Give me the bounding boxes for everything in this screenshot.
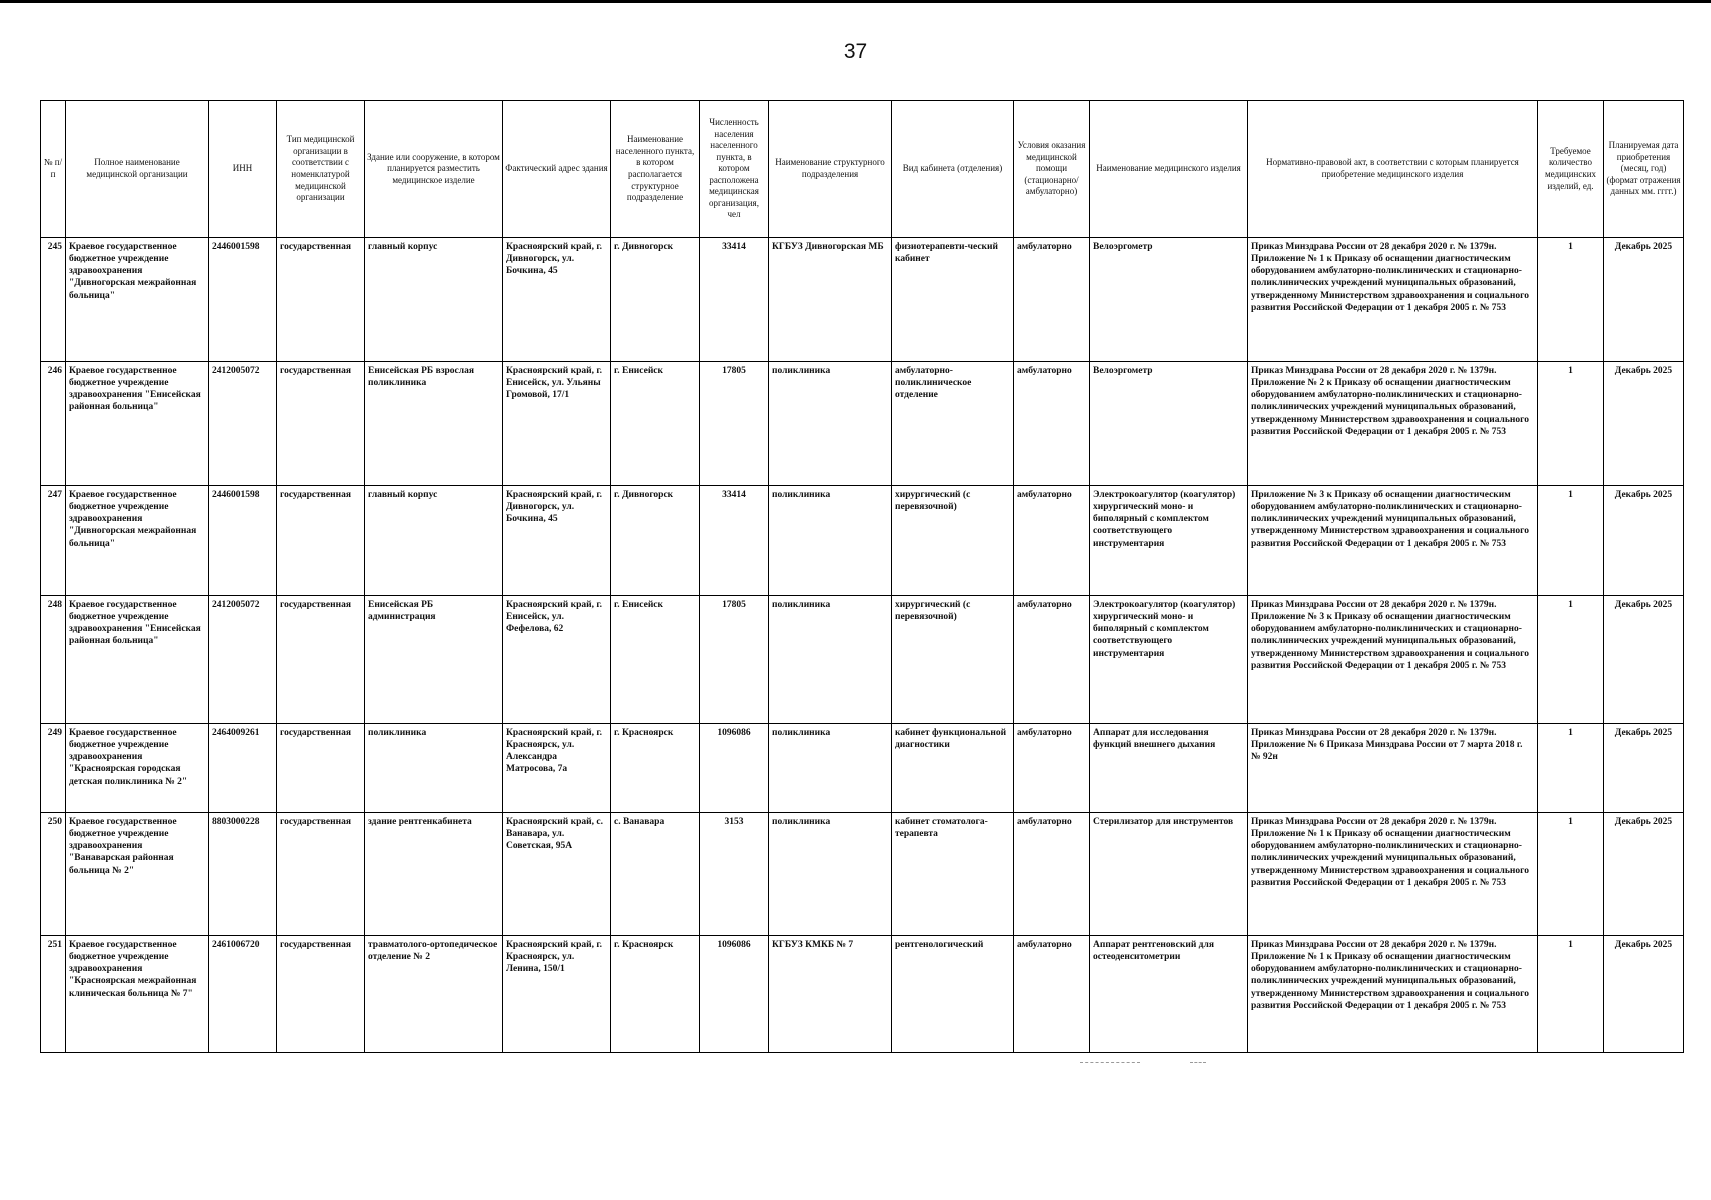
cell-address: Красноярский край, г. Дивногорск, ул. Бочкина, 45 bbox=[503, 486, 611, 596]
cell-num: 251 bbox=[41, 936, 66, 1053]
cell-num: 250 bbox=[41, 813, 66, 936]
cell-room: амбулаторно-поликлиническое отделение bbox=[892, 362, 1014, 486]
header-address: Фактический адрес здания bbox=[503, 101, 611, 238]
cell-num: 247 bbox=[41, 486, 66, 596]
table-row bbox=[41, 362, 1684, 486]
cell-inn: 2446001598 bbox=[209, 486, 277, 596]
cell-act: Приказ Минздрава России от 28 декабря 2020 г. № 1379н. Приложение № 2 к Приказу об оснащении диагностическим оборудованием амбулаторно-поликлинических и стационарно-поликлинических учреждений муниципальных образований, утвержденному Министерством здравоохранения и социального развития Российской Федерации от 1 декабря 2005 г. № 753 bbox=[1248, 362, 1538, 486]
cell-building: главный корпус bbox=[365, 238, 503, 362]
table-row bbox=[41, 596, 1684, 724]
cell-population: 33414 bbox=[700, 238, 769, 362]
cell-room: хирургический (с перевязочной) bbox=[892, 486, 1014, 596]
equipment-registry-table bbox=[40, 100, 1684, 1053]
cell-room: кабинет стоматолога-терапевта bbox=[892, 813, 1014, 936]
cell-org: Краевое государственное бюджетное учреждение здравоохранения "Ванаварская районная больница № 2" bbox=[66, 813, 209, 936]
cell-qty: 1 bbox=[1538, 486, 1604, 596]
header-building: Здание или сооружение, в котором планируется разместить медицинское изделие bbox=[365, 101, 503, 238]
cell-type: государственная bbox=[277, 813, 365, 936]
header-room: Вид кабинета (отделения) bbox=[892, 101, 1014, 238]
header-num: № п/п bbox=[41, 101, 66, 238]
cell-inn: 2461006720 bbox=[209, 936, 277, 1053]
table-row bbox=[41, 724, 1684, 813]
cell-population: 3153 bbox=[700, 813, 769, 936]
cell-date: Декабрь 2025 bbox=[1604, 724, 1684, 813]
cell-date: Декабрь 2025 bbox=[1604, 813, 1684, 936]
cell-inn: 2446001598 bbox=[209, 238, 277, 362]
top-border-line bbox=[0, 0, 1711, 3]
cell-population: 17805 bbox=[700, 362, 769, 486]
cell-org: Краевое государственное бюджетное учреждение здравоохранения "Красноярская городская детская поликлиника № 2" bbox=[66, 724, 209, 813]
cell-type: государственная bbox=[277, 486, 365, 596]
cell-date: Декабрь 2025 bbox=[1604, 596, 1684, 724]
cell-address: Красноярский край, г. Красноярск, ул. Александра Матросова, 7а bbox=[503, 724, 611, 813]
cell-date: Декабрь 2025 bbox=[1604, 486, 1684, 596]
cell-conditions: амбулаторно bbox=[1014, 486, 1090, 596]
cell-population: 33414 bbox=[700, 486, 769, 596]
cell-conditions: амбулаторно bbox=[1014, 813, 1090, 936]
header-inn: ИНН bbox=[209, 101, 277, 238]
header-device: Наименование медицинского изделия bbox=[1090, 101, 1248, 238]
cell-act: Приказ Минздрава России от 28 декабря 2020 г. № 1379н. Приложение № 3 к Приказу об оснащении диагностическим оборудованием амбулаторно-поликлинических и стационарно-поликлинических учреждений муниципальных образований, утвержденному Министерством здравоохранения и социального развития Российской Федерации от 1 декабря 2005 г. № 753 bbox=[1248, 596, 1538, 724]
cell-device: Аппарат для исследования функций внешнего дыхания bbox=[1090, 724, 1248, 813]
cell-address: Красноярский край, г. Дивногорск, ул. Бочкина, 45 bbox=[503, 238, 611, 362]
cell-unit: поликлиника bbox=[769, 596, 892, 724]
cell-qty: 1 bbox=[1538, 362, 1604, 486]
header-org: Полное наименование медицинской организации bbox=[66, 101, 209, 238]
cell-inn: 8803000228 bbox=[209, 813, 277, 936]
cell-org: Краевое государственное бюджетное учреждение здравоохранения "Красноярская межрайонная клиническая больница № 7" bbox=[66, 936, 209, 1053]
cell-address: Красноярский край, г. Енисейск, ул. Фефелова, 62 bbox=[503, 596, 611, 724]
cell-room: рентгенологический bbox=[892, 936, 1014, 1053]
cell-building: Енисейская РБ администрация bbox=[365, 596, 503, 724]
cell-qty: 1 bbox=[1538, 936, 1604, 1053]
cell-type: государственная bbox=[277, 596, 365, 724]
cell-building: травматолого-ортопедическое отделение № 2 bbox=[365, 936, 503, 1053]
cell-org: Краевое государственное бюджетное учреждение здравоохранения "Дивногорская межрайонная больница" bbox=[66, 238, 209, 362]
cell-unit: поликлиника bbox=[769, 486, 892, 596]
cell-unit: КГБУЗ Дивногорская МБ bbox=[769, 238, 892, 362]
header-conditions: Условия оказания медицинской помощи (стационарно/амбулаторно) bbox=[1014, 101, 1090, 238]
cell-locality: с. Ванавара bbox=[611, 813, 700, 936]
cell-device: Аппарат рентгеновский для остеоденситометрии bbox=[1090, 936, 1248, 1053]
cell-conditions: амбулаторно bbox=[1014, 724, 1090, 813]
header-qty: Требуемое количество медицинских изделий, ед. bbox=[1538, 101, 1604, 238]
cell-locality: г. Дивногорск bbox=[611, 238, 700, 362]
cell-unit: КГБУЗ КМКБ № 7 bbox=[769, 936, 892, 1053]
cell-building: поликлиника bbox=[365, 724, 503, 813]
cell-unit: поликлиника bbox=[769, 724, 892, 813]
scan-artifact-line bbox=[1080, 1062, 1140, 1064]
cell-unit: поликлиника bbox=[769, 362, 892, 486]
cell-inn: 2464009261 bbox=[209, 724, 277, 813]
cell-building: Енисейская РБ взрослая поликлиника bbox=[365, 362, 503, 486]
cell-conditions: амбулаторно bbox=[1014, 362, 1090, 486]
cell-act: Приказ Минздрава России от 28 декабря 2020 г. № 1379н. Приложение № 6 Приказа Минздрава России от 7 марта 2018 г. № 92н bbox=[1248, 724, 1538, 813]
cell-locality: г. Енисейск bbox=[611, 596, 700, 724]
cell-act: Приказ Минздрава России от 28 декабря 2020 г. № 1379н. Приложение № 1 к Приказу об оснащении диагностическим оборудованием амбулаторно-поликлинических и стационарно-поликлинических учреждений муниципальных образований, утвержденному Министерством здравоохранения и социального развития Российской Федерации от 1 декабря 2005 г. № 753 bbox=[1248, 813, 1538, 936]
cell-device: Электрокоагулятор (коагулятор) хирургический моно- и биполярный с комплектом соответствующего инструментария bbox=[1090, 486, 1248, 596]
header-type: Тип медицинской организации в соответствии с номенклатурой медицинской организации bbox=[277, 101, 365, 238]
cell-population: 1096086 bbox=[700, 724, 769, 813]
cell-room: хирургический (с перевязочной) bbox=[892, 596, 1014, 724]
cell-locality: г. Красноярск bbox=[611, 936, 700, 1053]
table-row bbox=[41, 238, 1684, 362]
cell-qty: 1 bbox=[1538, 813, 1604, 936]
cell-type: государственная bbox=[277, 238, 365, 362]
cell-address: Красноярский край, г. Енисейск, ул. Ульяны Громовой, 17/1 bbox=[503, 362, 611, 486]
cell-unit: поликлиника bbox=[769, 813, 892, 936]
cell-inn: 2412005072 bbox=[209, 596, 277, 724]
cell-device: Электрокоагулятор (коагулятор) хирургический моно- и биполярный с комплектом соответствующего инструментария bbox=[1090, 596, 1248, 724]
cell-num: 249 bbox=[41, 724, 66, 813]
cell-num: 248 bbox=[41, 596, 66, 724]
cell-date: Декабрь 2025 bbox=[1604, 936, 1684, 1053]
cell-act: Приложение № 3 к Приказу об оснащении диагностическим оборудованием амбулаторно-поликлинических и стационарно-поликлинических учреждений муниципальных образований, утвержденному Министерством здравоохранения и социального развития Российской Федерации от 1 декабря 2005 г. № 753 bbox=[1248, 486, 1538, 596]
cell-conditions: амбулаторно bbox=[1014, 238, 1090, 362]
cell-date: Декабрь 2025 bbox=[1604, 238, 1684, 362]
cell-act: Приказ Минздрава России от 28 декабря 2020 г. № 1379н. Приложение № 1 к Приказу об оснащении диагностическим оборудованием амбулаторно-поликлинических и стационарно-поликлинических учреждений муниципальных образований, утвержденному Министерством здравоохранения и социального развития Российской Федерации от 1 декабря 2005 г. № 753 bbox=[1248, 238, 1538, 362]
header-date: Планируемая дата приобретения (месяц, год) (формат отражения данных мм. гггг.) bbox=[1604, 101, 1684, 238]
cell-type: государственная bbox=[277, 936, 365, 1053]
cell-num: 246 bbox=[41, 362, 66, 486]
scan-artifact-line bbox=[1190, 1062, 1206, 1064]
cell-type: государственная bbox=[277, 724, 365, 813]
header-locality: Наименование населенного пункта, в котором располагается структурное подразделение bbox=[611, 101, 700, 238]
table-row bbox=[41, 486, 1684, 596]
cell-num: 245 bbox=[41, 238, 66, 362]
cell-conditions: амбулаторно bbox=[1014, 936, 1090, 1053]
table-row bbox=[41, 936, 1684, 1053]
cell-type: государственная bbox=[277, 362, 365, 486]
page-number: 37 bbox=[843, 40, 868, 63]
cell-qty: 1 bbox=[1538, 724, 1604, 813]
cell-inn: 2412005072 bbox=[209, 362, 277, 486]
cell-act: Приказ Минздрава России от 28 декабря 2020 г. № 1379н. Приложение № 1 к Приказу об оснащении диагностическим оборудованием амбулаторно-поликлинических и стационарно-поликлинических учреждений муниципальных образований, утвержденному Министерством здравоохранения и социального развития Российской Федерации от 1 декабря 2005 г. № 753 bbox=[1248, 936, 1538, 1053]
cell-device: Велоэргометр bbox=[1090, 362, 1248, 486]
cell-building: здание рентгенкабинета bbox=[365, 813, 503, 936]
cell-org: Краевое государственное бюджетное учреждение здравоохранения "Дивногорская межрайонная больница" bbox=[66, 486, 209, 596]
cell-room: физиотерапевти-ческий кабинет bbox=[892, 238, 1014, 362]
cell-population: 17805 bbox=[700, 596, 769, 724]
cell-room: кабинет функциональной диагностики bbox=[892, 724, 1014, 813]
header-act: Нормативно-правовой акт, в соответствии с которым планируется приобретение медицинского изделия bbox=[1248, 101, 1538, 238]
cell-org: Краевое государственное бюджетное учреждение здравоохранения "Енисейская районная больница" bbox=[66, 362, 209, 486]
cell-locality: г. Енисейск bbox=[611, 362, 700, 486]
table-header-row bbox=[41, 101, 1684, 238]
cell-locality: г. Красноярск bbox=[611, 724, 700, 813]
cell-conditions: амбулаторно bbox=[1014, 596, 1090, 724]
cell-device: Велоэргометр bbox=[1090, 238, 1248, 362]
cell-org: Краевое государственное бюджетное учреждение здравоохранения "Енисейская районная больница" bbox=[66, 596, 209, 724]
cell-address: Красноярский край, с. Ванавара, ул. Советская, 95А bbox=[503, 813, 611, 936]
cell-qty: 1 bbox=[1538, 238, 1604, 362]
cell-address: Красноярский край, г. Красноярск, ул. Ленина, 150/1 bbox=[503, 936, 611, 1053]
cell-population: 1096086 bbox=[700, 936, 769, 1053]
header-unit: Наименование структурного подразделения bbox=[769, 101, 892, 238]
header-population: Численность населения населенного пункта, в котором расположена медицинская организация, чел bbox=[700, 101, 769, 238]
cell-building: главный корпус bbox=[365, 486, 503, 596]
cell-device: Стерилизатор для инструментов bbox=[1090, 813, 1248, 936]
cell-qty: 1 bbox=[1538, 596, 1604, 724]
table-row bbox=[41, 813, 1684, 936]
cell-date: Декабрь 2025 bbox=[1604, 362, 1684, 486]
cell-locality: г. Дивногорск bbox=[611, 486, 700, 596]
